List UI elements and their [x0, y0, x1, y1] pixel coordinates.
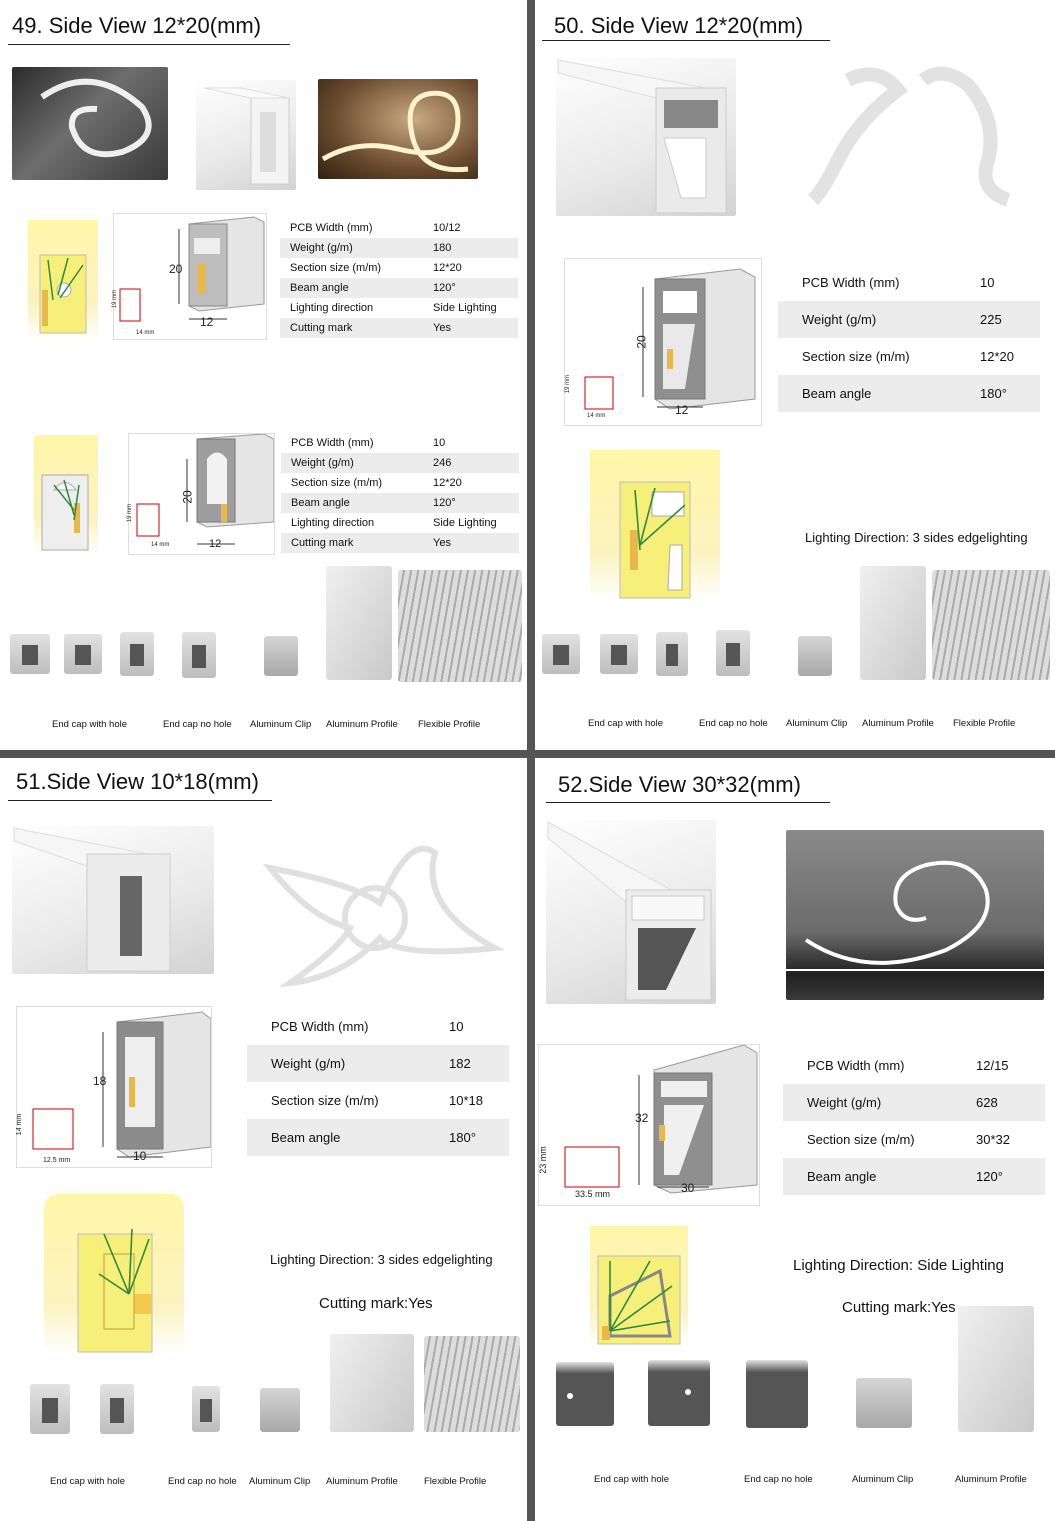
spec-row: PCB Width (mm) 10 [291, 437, 446, 449]
spec-row: Section size (m/m) 10*18 [271, 1093, 483, 1108]
accessory-label: Aluminum Profile [862, 718, 934, 729]
title-underline [8, 44, 290, 45]
spec-row: Beam angle 180° [778, 375, 1040, 412]
end-cap-no-hole-image [656, 632, 688, 676]
photo-profile-section [546, 820, 716, 1004]
accessory-label: End cap with hole [588, 718, 663, 729]
end-cap-no-hole-image [192, 1386, 220, 1432]
title-underline [546, 802, 830, 803]
spec-row: Section size (m/m) 30*32 [807, 1132, 1010, 1147]
dim-height: 20 [180, 490, 195, 504]
spec-row: Beam angle 180° [247, 1119, 509, 1156]
photo-spiral-installation [12, 67, 168, 180]
dim-base-height: 19 mm [127, 503, 134, 523]
end-cap-no-hole-image [746, 1360, 808, 1428]
photo-wave-profiles [778, 60, 1046, 210]
end-cap-with-hole-image [10, 634, 50, 674]
dimension-drawing-b [128, 433, 275, 555]
spec-row: Lighting direction Side Lighting [290, 302, 497, 314]
vertical-divider-top [527, 0, 535, 752]
title-underline [8, 800, 272, 801]
accessory-label: End cap with hole [52, 719, 127, 730]
aluminum-profile-image [958, 1306, 1034, 1432]
light-diagram-a [28, 220, 98, 340]
accessory-label: Aluminum Clip [249, 1476, 311, 1487]
photo-ceiling-spiral [786, 830, 1044, 1000]
spec-row: Cutting mark Yes [280, 318, 518, 338]
photo-profile-section [556, 58, 736, 216]
spec-row: Section size (m/m) 12*20 [802, 349, 1014, 364]
photo-profile-section [196, 80, 296, 190]
spec-table-a [280, 218, 518, 338]
end-cap-no-hole-image [182, 632, 216, 678]
dim-base-width: 33.5 mm [575, 1189, 611, 1199]
lighting-direction-note: Lighting Direction: 3 sides edgelighting [270, 1252, 493, 1267]
end-cap-no-hole-image [716, 630, 750, 676]
spec-table [783, 1047, 1045, 1195]
spec-row: Weight (g/m) 180 [280, 238, 518, 258]
dim-base-height: 19 mm [112, 289, 119, 309]
dim-base-height: 23 mm [537, 1146, 548, 1174]
spec-table [247, 1008, 509, 1156]
accessory-label: End cap no hole [744, 1474, 813, 1485]
accessory-label: End cap no hole [163, 719, 232, 730]
light-diagram [590, 1226, 688, 1346]
accessory-label: Aluminum Clip [250, 719, 312, 730]
dim-width: 30 [681, 1181, 695, 1195]
light-diagram [44, 1194, 184, 1354]
dim-height: 20 [169, 262, 183, 276]
dim-height: 20 [634, 335, 649, 349]
end-cap-with-hole-image [648, 1360, 710, 1426]
dim-width: 10 [133, 1149, 147, 1163]
accessory-label: Aluminum Clip [852, 1474, 914, 1485]
aluminum-clip-image [264, 636, 298, 676]
spec-row: Weight (g/m) 628 [783, 1084, 1045, 1121]
dim-base-width: 14 mm [151, 542, 170, 548]
light-diagram-b [34, 435, 98, 555]
vertical-divider-bottom [527, 752, 535, 1521]
end-cap-with-hole-image [556, 1362, 614, 1426]
dim-base-width: 12.5 mm [43, 1157, 71, 1164]
spec-row: PCB Width (mm) 10 [802, 275, 995, 290]
aluminum-clip-image [856, 1378, 912, 1428]
spec-row: PCB Width (mm) 10/12 [290, 222, 461, 234]
spec-row: Weight (g/m) 225 [778, 301, 1040, 338]
spec-table [778, 264, 1040, 412]
accessory-label: Aluminum Profile [326, 719, 398, 730]
end-cap-no-hole-image [120, 632, 154, 676]
dim-base-width: 14 mm [587, 413, 606, 419]
photo-profile-section [12, 826, 214, 974]
end-cap-with-hole-image [64, 634, 102, 674]
cutting-mark-note: Cutting mark:Yes [842, 1299, 956, 1316]
cutting-mark-note: Cutting mark:Yes [319, 1295, 433, 1312]
spec-row: PCB Width (mm) 12/15 [807, 1058, 1009, 1073]
accessory-label: End cap with hole [50, 1476, 125, 1487]
spec-row: Cutting mark Yes [281, 533, 519, 553]
accessory-label: End cap no hole [168, 1476, 237, 1487]
spec-row: Lighting direction Side Lighting [291, 517, 497, 529]
accessory-label: Flexible Profile [953, 718, 1016, 729]
end-cap-with-hole-image [542, 634, 580, 674]
accessory-label: End cap with hole [594, 1474, 669, 1485]
dim-base-height: 19 mm [565, 374, 572, 394]
spec-row: Beam angle 120° [783, 1158, 1045, 1195]
spec-row: Beam angle 120° [281, 493, 519, 513]
dim-base-width: 14 mm [136, 330, 155, 336]
accessory-label: Flexible Profile [418, 719, 481, 730]
section-title: 49. Side View 12*20(mm) [12, 13, 262, 38]
spec-row: Weight (g/m) 246 [281, 453, 519, 473]
lighting-direction-note: Lighting Direction: Side Lighting [793, 1257, 1004, 1274]
accessory-label: Flexible Profile [424, 1476, 487, 1487]
aluminum-profile-image [330, 1334, 414, 1432]
end-cap-with-hole-image [100, 1384, 134, 1434]
flexible-profile-image [932, 570, 1050, 680]
spec-row: Section size (m/m) 12*20 [290, 262, 462, 274]
lighting-direction-note: Lighting Direction: 3 sides edgelighting [805, 530, 1028, 545]
spec-row: PCB Width (mm) 10 [271, 1019, 464, 1034]
dim-width: 12 [209, 538, 222, 550]
section-title: 51.Side View 10*18(mm) [16, 769, 259, 794]
dim-base-height: 14 mm [16, 1113, 24, 1136]
dimension-drawing [538, 1044, 760, 1206]
section-title: 52.Side View 30*32(mm) [558, 772, 801, 797]
aluminum-profile-image [860, 566, 926, 680]
dim-width: 12 [200, 315, 214, 329]
dim-height: 18 [93, 1074, 107, 1088]
title-underline [542, 40, 830, 41]
spec-row: Weight (g/m) 182 [247, 1045, 509, 1082]
aluminum-clip-image [260, 1388, 300, 1432]
accessory-label: Aluminum Profile [326, 1476, 398, 1487]
accessory-label: Aluminum Clip [786, 718, 848, 729]
spec-row: Section size (m/m) 12*20 [291, 477, 462, 489]
flexible-profile-image [398, 570, 522, 682]
flexible-profile-image [424, 1336, 520, 1432]
photo-star-shape [250, 838, 510, 988]
section-title: 50. Side View 12*20(mm) [554, 13, 804, 38]
dimension-drawing [564, 258, 762, 426]
photo-glowing-loop [318, 79, 478, 179]
spec-table-b [281, 433, 519, 553]
accessory-label: End cap no hole [699, 718, 768, 729]
dim-width: 12 [675, 403, 689, 417]
accessory-label: Aluminum Profile [955, 1474, 1027, 1485]
dimension-drawing-a [113, 213, 267, 340]
aluminum-clip-image [798, 636, 832, 676]
dim-height: 32 [635, 1111, 649, 1125]
end-cap-with-hole-image [30, 1384, 70, 1434]
light-diagram [590, 450, 720, 600]
dimension-drawing [16, 1006, 212, 1168]
end-cap-with-hole-image [600, 634, 638, 674]
aluminum-profile-image [326, 566, 392, 680]
spec-row: Beam angle 120° [280, 278, 518, 298]
